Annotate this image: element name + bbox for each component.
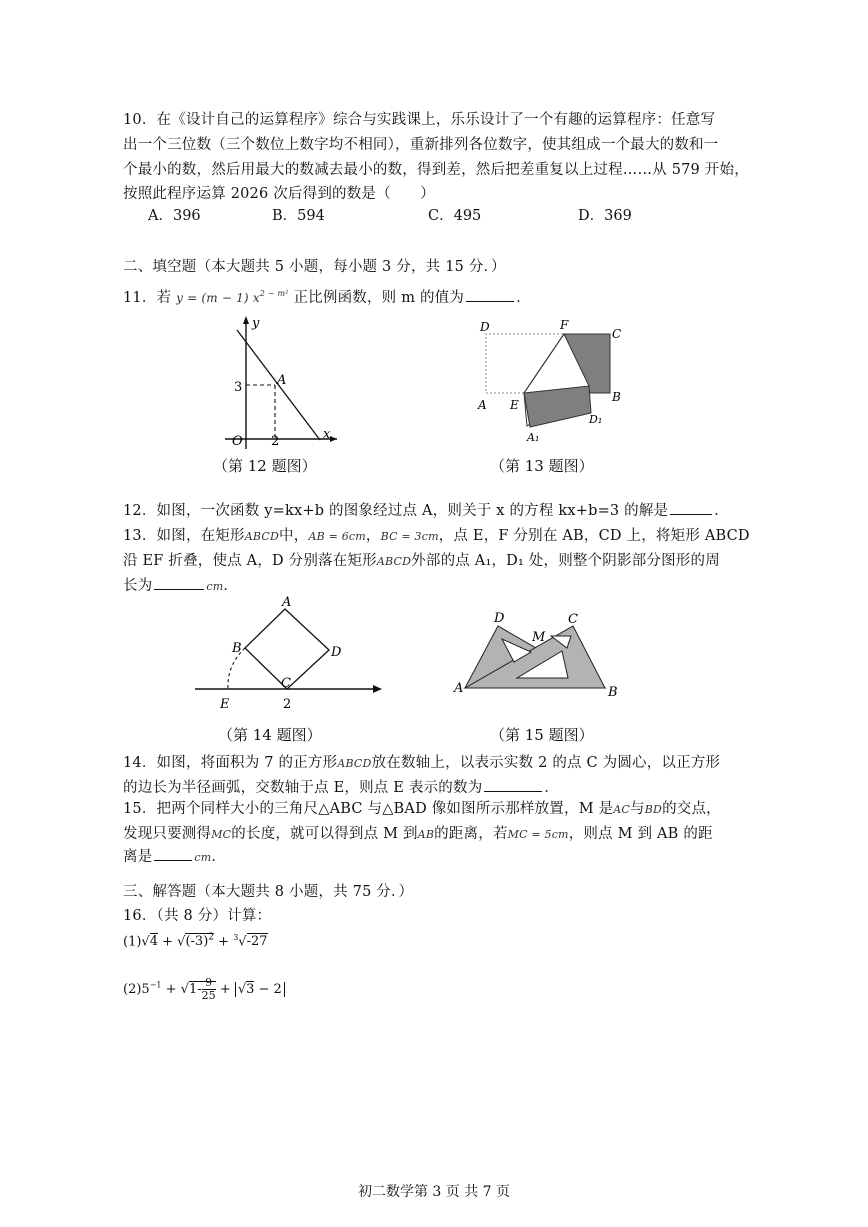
q10-option-b: B．594 [272,208,325,224]
q15-text-f: 的距离，若 [434,826,508,842]
q16-part2-radicand: 3 [246,982,255,997]
q14-text-a: 14．如图，将面积为 7 的正方形 [123,755,338,771]
fig13-label-d1: D₁ [589,413,603,426]
q13-line3 [123,574,238,595]
q13-ab-length: AB = 6cm [308,530,366,543]
fig13-label-f: F [560,318,569,332]
section3-heading: 三、解答题（本大题共 8 小题，共 75 分．） [123,884,414,900]
sqrt-sign: √ [141,934,150,950]
q15-text-h: 离是 [123,849,153,865]
q13-text-e: 外部的点 A₁，D₁ 处，则整个阴影部分图形的周 [411,553,720,569]
fig13-label-b: B [612,390,621,404]
q10-line4: 按照此程序运算 2026 次后得到的数是（ ） [123,186,435,202]
fig15-caption: （第 15 题图） [490,726,594,744]
q16-part1: $(1)√4 + √(-3)^2 + ^3√-27$ [123,933,268,950]
q14-line1 [123,751,720,772]
q16-part2-exponent: −1 [149,980,162,990]
q13-line2 [123,549,720,570]
q13-rect-abcd-2: ABCD [376,555,412,568]
q13-text-b: 中， [279,528,309,544]
q15-text-d: 发现只要测得 [123,826,212,842]
q16-part2-base: 5 [141,982,150,997]
q13-text-f: 长为 [123,578,153,594]
q12-answer-blank[interactable] [670,513,712,515]
q12-line [123,499,729,520]
q16-part2-one: 1- [188,982,202,997]
q15-mc-value: MC = 5cm [507,828,569,841]
sqrt-sign-3: √ [180,982,189,997]
q16-part2-fraction [202,977,216,1002]
q15-line2 [123,822,713,843]
q11-suffix: 正比例函数，则 m 的值为 [293,290,465,306]
q15-ab: AB [417,828,435,841]
q14-end: ． [544,780,560,796]
q16-part1-radicand-b: (-3) [185,934,209,950]
fig13-caption: （第 13 题图） [490,457,594,475]
fig15-label-d: D [494,611,505,626]
fig14-label-b: B [232,641,242,656]
q13-text-a: 13．如图，在矩形 [123,528,245,544]
q10-line3: 个最小的数，然后用最大的数减去最小的数，得到差，然后把差重复以上过程……从 579 开始， [123,162,749,178]
q16-title: 16．（共 8 分）计算： [123,908,272,924]
fig14-label-e: E [220,697,230,712]
q13-answer-blank[interactable] [154,588,204,590]
fig12-label-o: O [232,434,243,449]
q14-text-b: 放在数轴上，以表示实数 2 的点 C 为圆心，以正方形 [371,755,721,771]
q16-part1-square: 2 [208,933,215,943]
q13-text-d: 沿 EF 折叠，使点 A，D 分别落在矩形 [123,553,377,569]
fig15-label-a: A [454,681,464,696]
fig15-label-b: B [608,685,618,700]
figure-13 [472,315,632,450]
q15-unit: cm [194,851,212,864]
q11-end: ． [516,290,531,306]
figure-14 [190,595,390,715]
section2-heading: 二、填空题（本大题共 5 小题，每小题 3 分，共 15 分．） [123,259,506,275]
fig14-label-c: C [281,676,291,691]
q16-part2-numerator: 9 [202,977,216,990]
q16-part2-label: (2) [123,982,142,997]
q10-option-a: A．396 [148,208,201,224]
q15-line3 [123,845,226,866]
q11-exponent: 2 − m² [259,289,289,299]
q13-unit: cm [206,580,224,593]
q15-text-a: 15．把两个同样大小的三角尺△ABC 与△BAD 像如图所示那样放置，M 是 [123,801,614,817]
fig12-label-2: 2 [271,434,280,449]
fig14-label-2: 2 [283,697,292,712]
q10-option-d: D．369 [578,208,632,224]
q11-prefix: 11．若 [123,290,172,306]
fig12-y-arrow [243,316,249,324]
q16-part2-minus-two: − 2 [254,982,282,997]
fig14-caption: （第 14 题图） [218,726,322,744]
q16-part2: $(2)5^{-1} + √1-$ $\frac{9}{25}$ + √3 − 2 [123,977,285,1002]
q13-end: ． [223,578,239,594]
q14-text-c: 的边长为半径画弧，交数轴于点 E，则点 E 表示的数为 [123,780,483,796]
q13-text-c: ，点 E，F 分别在 AB，CD 上，将矩形 ABCD [438,528,750,544]
q11-answer-blank[interactable] [466,300,514,302]
q15-text-b: 与 [630,801,645,817]
q15-ac: AC [613,803,631,816]
fig14-arrow [373,685,382,693]
page-footer: 初二数学第 3 页 共 7 页 [357,1184,511,1200]
fig13-label-d: D [480,320,490,334]
q13-rect-abcd: ABCD [244,530,280,543]
q16-part2-denominator: 25 [201,989,216,1002]
fig13-label-c: C [612,327,622,341]
q16-part1-label: (1) [123,934,142,950]
q16-part1-cube-index: 3 [233,933,239,942]
fig13-label-a1: A₁ [527,431,540,444]
fig12-label-y: y [252,316,260,331]
q11-formula: y = (m − 1) x [176,291,260,305]
q16-part1-radicand-c: -27 [246,934,268,950]
q10-line1: 10．在《设计自己的运算程序》综合与实践课上，乐乐设计了一个有趣的运算程序：任意写 [123,112,716,128]
fig13-shaded-bottom [524,386,591,427]
fig12-label-3: 3 [234,380,243,395]
sqrt-sign-2: √ [177,934,186,950]
fig12-x-arrow [330,436,337,442]
q14-answer-blank[interactable] [484,790,542,792]
q16-part2-abs [235,982,285,997]
q16-part1-radicand-a: 4 [149,934,158,950]
cbrt-sign: √ [238,934,247,950]
fig15-label-c: C [568,612,578,627]
figure-15 [450,608,630,700]
q15-bd: BD [644,803,663,816]
q14-square-abcd: ABCD [337,757,372,770]
fig12-label-a: A [277,373,287,388]
fig14-label-d: D [331,645,342,660]
q15-text-c: 的交点， [662,801,721,817]
q11-line [123,286,531,307]
q15-text-g: ，则点 M 到 AB 的距 [568,826,713,842]
q15-text-e: 的长度，就可以得到点 M 到 [231,826,418,842]
q14-line2 [123,776,559,797]
q15-mc: MC [211,828,232,841]
q12-text: 12．如图，一次函数 y=kx+b 的图象经过点 A，则关于 x 的方程 kx+b=3 的解是 [123,503,669,519]
fig12-caption: （第 12 题图） [213,457,317,475]
q12-end: ． [714,503,729,519]
fig15-label-m: M [532,630,546,645]
q15-answer-blank[interactable] [154,859,192,861]
q13-bc-length: BC = 3cm [380,530,439,543]
q15-line1 [123,797,721,818]
q13-comma: ， [365,528,381,544]
q10-line2: 出一个三位数（三个数位上数字均不相同），重新排列各位数字，使其组成一个最大的数和一 [123,137,719,153]
figure-12 [215,312,345,452]
fig14-label-a: A [282,595,292,610]
q15-end: ． [211,849,227,865]
q10-option-c: C．495 [428,208,482,224]
fig12-label-x: x [323,427,331,442]
q13-line1 [123,524,750,545]
sqrt-sign-4: √ [237,982,247,997]
fig13-label-a: A [478,398,487,412]
fig13-label-e: E [510,398,519,412]
